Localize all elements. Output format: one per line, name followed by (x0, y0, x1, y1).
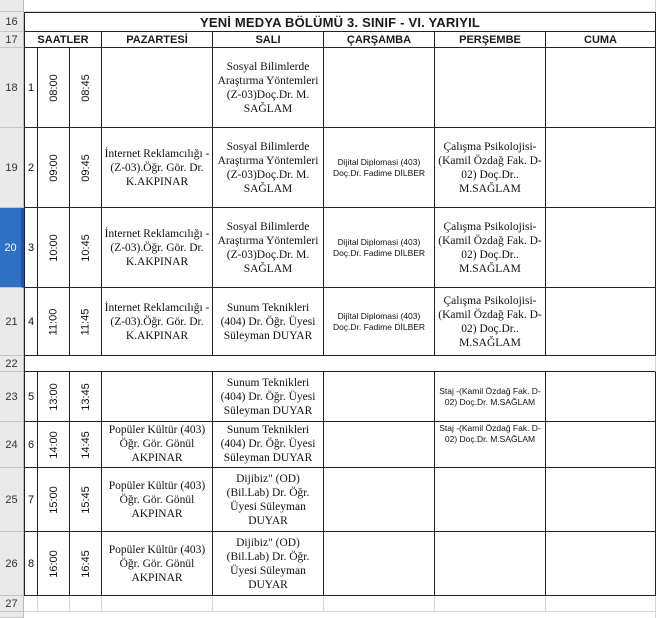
row-header[interactable]: 26 (0, 532, 24, 596)
grid-cell[interactable] (102, 596, 213, 612)
slot-cuma-5[interactable] (546, 372, 656, 422)
period-end-time[interactable]: 09:45 (70, 128, 102, 208)
period-end-time[interactable]: 14:45 (70, 422, 102, 468)
slot-persembe-1[interactable] (435, 48, 546, 128)
course-carsamba-2[interactable]: Dijital Diplomasi (403) Doç.Dr. Fadime DİLBER (324, 128, 435, 208)
period-number[interactable]: 2 (24, 128, 38, 208)
slot-cuma-1[interactable] (546, 48, 656, 128)
period-start-time[interactable]: 14:00 (38, 422, 70, 468)
course-carsamba-3[interactable]: Dijital Diplomasi (403) Doç.Dr. Fadime DİLBER (324, 208, 435, 288)
row-header[interactable]: 17 (0, 32, 24, 48)
course-sali-7[interactable]: Dijibiz" (OD) (Bil.Lab) Dr. Öğr. Üyesi Süleyman DUYAR (213, 468, 324, 532)
header-cuma[interactable]: CUMA (546, 32, 656, 48)
header-sali[interactable]: SALI (213, 32, 324, 48)
course-sali-8[interactable]: Dijibiz" (OD) (Bil.Lab) Dr. Öğr. Üyesi Süleyman DUYAR (213, 532, 324, 596)
grid-row-28[interactable] (24, 612, 656, 618)
slot-cuma-7[interactable] (546, 468, 656, 532)
slot-cuma-4[interactable] (546, 288, 656, 356)
row-header-28[interactable] (0, 612, 24, 618)
grid-cell[interactable] (24, 596, 38, 612)
period-end-time[interactable]: 10:45 (70, 208, 102, 288)
period-start-time[interactable]: 09:00 (38, 128, 70, 208)
schedule-title[interactable]: YENİ MEDYA BÖLÜMÜ 3. SINIF - VI. YARIYIL (24, 12, 656, 32)
header-pazartesi[interactable]: PAZARTESİ (102, 32, 213, 48)
header-carsamba[interactable]: ÇARŞAMBA (324, 32, 435, 48)
course-sali-6[interactable]: Sunum Teknikleri (404) Dr. Öğr. Üyesi Süleyman DUYAR (213, 422, 324, 468)
course-persembe-5[interactable]: Staj -(Kamil Özdağ Fak. D-02) Doç.Dr. M.SAĞLAM (435, 372, 546, 422)
grid-cell[interactable] (38, 596, 70, 612)
row-header[interactable]: 24 (0, 422, 24, 468)
course-pazartesi-8[interactable]: Popüler Kültür (403) Öğr. Gör. Gönül AKPINAR (102, 532, 213, 596)
period-end-time[interactable]: 15:45 (70, 468, 102, 532)
period-number[interactable]: 4 (24, 288, 38, 356)
slot-cuma-2[interactable] (546, 128, 656, 208)
row-header[interactable]: 16 (0, 12, 24, 32)
course-persembe-3[interactable]: Çalışma Psikolojisi- (Kamil Özdağ Fak. D-02) Doç.Dr.. M.SAĞLAM (435, 208, 546, 288)
slot-persembe-8[interactable] (435, 532, 546, 596)
course-pazartesi-3[interactable]: İnternet Reklamcılığı - (Z-03).Öğr. Gör. Dr. K.AKPINAR (102, 208, 213, 288)
grid-cell[interactable] (546, 596, 656, 612)
slot-carsamba-5[interactable] (324, 372, 435, 422)
period-number[interactable]: 6 (24, 422, 38, 468)
slot-carsamba-1[interactable] (324, 48, 435, 128)
slot-pazartesi-1[interactable] (102, 48, 213, 128)
slot-pazartesi-5[interactable] (102, 372, 213, 422)
slot-persembe-7[interactable] (435, 468, 546, 532)
slot-cuma-6[interactable] (546, 422, 656, 468)
row-header-selected[interactable]: 20 (0, 208, 24, 288)
course-persembe-6[interactable]: Staj -(Kamil Özdağ Fak. D-02) Doç.Dr. M.SAĞLAM (435, 422, 546, 468)
header-persembe[interactable]: PERŞEMBE (435, 32, 546, 48)
period-end-time[interactable]: 13:45 (70, 372, 102, 422)
period-start-time[interactable]: 16:00 (38, 532, 70, 596)
course-sali-2[interactable]: Sosyal Bilimlerde Araştırma Yöntemleri (Z-03)Doç.Dr. M. SAĞLAM (213, 128, 324, 208)
slot-cuma-3[interactable] (546, 208, 656, 288)
grid-cell[interactable] (213, 596, 324, 612)
course-pazartesi-7[interactable]: Popüler Kültür (403) Öğr. Gör. Gönül AKPINAR (102, 468, 213, 532)
row-header-15[interactable] (0, 0, 24, 12)
period-number[interactable]: 8 (24, 532, 38, 596)
period-start-time[interactable]: 10:00 (38, 208, 70, 288)
row-header[interactable]: 19 (0, 128, 24, 208)
period-start-time[interactable]: 08:00 (38, 48, 70, 128)
course-persembe-4[interactable]: Çalışma Psikolojisi- (Kamil Özdağ Fak. D-02) Doç.Dr.. M.SAĞLAM (435, 288, 546, 356)
period-end-time[interactable]: 11:45 (70, 288, 102, 356)
period-end-time[interactable]: 16:45 (70, 532, 102, 596)
course-sali-3[interactable]: Sosyal Bilimlerde Araştırma Yöntemleri (Z-03)Doç.Dr. M. SAĞLAM (213, 208, 324, 288)
period-end-time[interactable]: 08:45 (70, 48, 102, 128)
course-pazartesi-4[interactable]: İnternet Reklamcılığı - (Z-03).Öğr. Gör. Dr. K.AKPINAR (102, 288, 213, 356)
course-persembe-2[interactable]: Çalışma Psikolojisi- (Kamil Özdağ Fak. D-02) Doç.Dr.. M.SAĞLAM (435, 128, 546, 208)
grid-cell[interactable] (324, 596, 435, 612)
header-saatler[interactable]: SAATLER (24, 32, 102, 48)
slot-cuma-8[interactable] (546, 532, 656, 596)
course-sali-4[interactable]: Sunum Teknikleri (404) Dr. Öğr. Üyesi Süleyman DUYAR (213, 288, 324, 356)
row-header[interactable]: 23 (0, 372, 24, 422)
slot-carsamba-6[interactable] (324, 422, 435, 468)
slot-carsamba-7[interactable] (324, 468, 435, 532)
period-number[interactable]: 1 (24, 48, 38, 128)
period-start-time[interactable]: 13:00 (38, 372, 70, 422)
grid-row-15[interactable] (24, 0, 656, 12)
row-header[interactable]: 21 (0, 288, 24, 356)
grid-cell[interactable] (70, 596, 102, 612)
period-start-time[interactable]: 15:00 (38, 468, 70, 532)
row-header[interactable]: 25 (0, 468, 24, 532)
period-number[interactable]: 5 (24, 372, 38, 422)
course-pazartesi-2[interactable]: İnternet Reklamcılığı - (Z-03).Öğr. Gör. Dr. K.AKPINAR (102, 128, 213, 208)
period-number[interactable]: 3 (24, 208, 38, 288)
grid-row-22[interactable] (24, 356, 656, 372)
row-header[interactable]: 22 (0, 356, 24, 372)
course-carsamba-4[interactable]: Dijital Diplomasi (403) Doç.Dr. Fadime DİLBER (324, 288, 435, 356)
slot-carsamba-8[interactable] (324, 532, 435, 596)
period-number[interactable]: 7 (24, 468, 38, 532)
row-header[interactable]: 27 (0, 596, 24, 612)
course-pazartesi-6[interactable]: Popüler Kültür (403) Öğr. Gör. Gönül AKPINAR (102, 422, 213, 468)
grid-cell[interactable] (435, 596, 546, 612)
course-sali-1[interactable]: Sosyal Bilimlerde Araştırma Yöntemleri (Z-03)Doç.Dr. M. SAĞLAM (213, 48, 324, 128)
row-header[interactable]: 18 (0, 48, 24, 128)
period-start-time[interactable]: 11:00 (38, 288, 70, 356)
course-sali-5[interactable]: Sunum Teknikleri (404) Dr. Öğr. Üyesi Süleyman DUYAR (213, 372, 324, 422)
